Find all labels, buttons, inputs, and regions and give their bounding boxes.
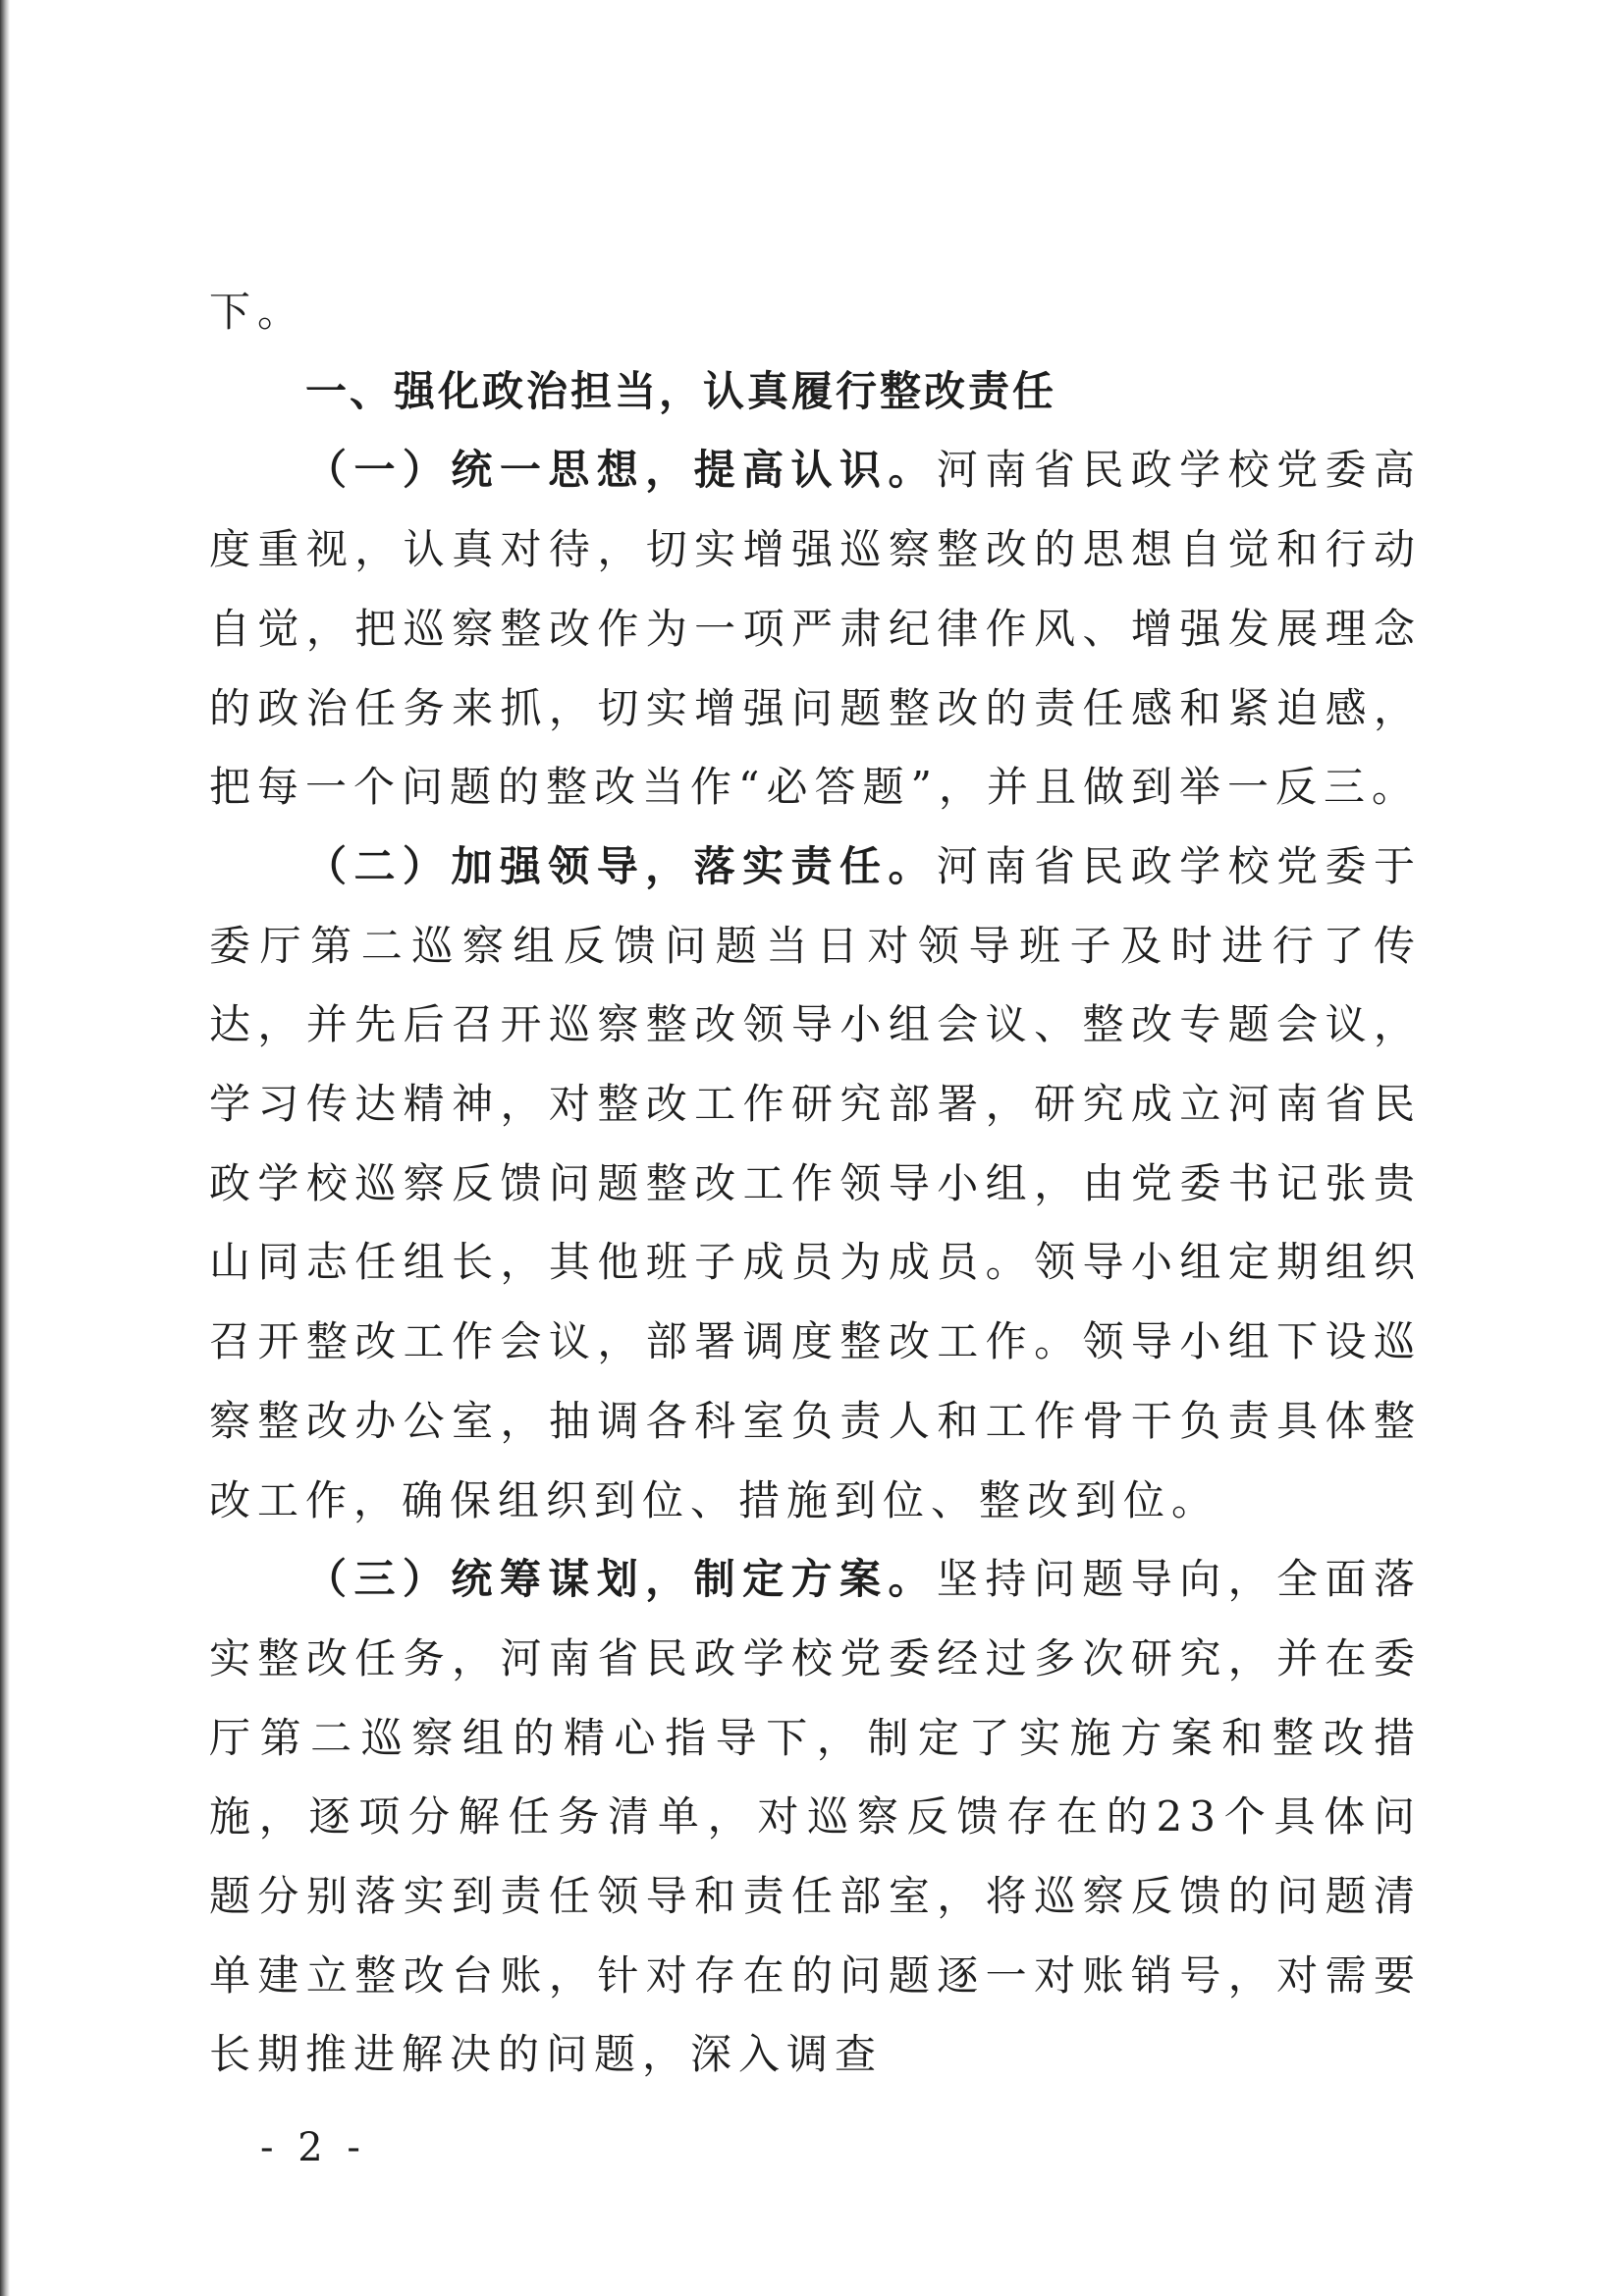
- section-heading: 一、强化政治担当，认真履行整改责任: [305, 366, 1057, 415]
- paragraph-2: [209, 828, 1422, 1540]
- page-number: - 2 -: [260, 2125, 366, 2170]
- paragraph-3-body: 坚持问题导向，全面落实整改任务，河南省民政学校党委经过多次研究，并在委厅第二巡察组的精心指导下，制定了实施方案和整改措施，逐项分解任务清单，对巡察反馈存在的23个具体问题分别落实到责任领导和责任部室，将巡察反馈的问题清单建立整改台账，针对存在的问题逐一对账销号，对需要长期推进解决的问题，深入调查: [209, 1555, 1422, 2079]
- paragraph-2-body: 河南省民政学校党委于委厅第二巡察组反馈问题当日对领导班子及时进行了传达，并先后召开巡察整改领导小组会议、整改专题会议，学习传达精神，对整改工作研究部署，研究成立河南省民政学校巡察反馈问题整改工作领导小组，由党委书记张贵山同志任组长，其他班子成员为成员。领导小组定期组织召开整改工作会议，部署调度整改工作。领导小组下设巡察整改办公室，抽调各科室负责人和工作骨干负责具体整改工作，确保组织到位、措施到位、整改到位。: [209, 841, 1422, 1524]
- paragraph-2-heading: （二）加强领导，落实责任。: [305, 841, 937, 890]
- paragraph-1: [209, 431, 1422, 828]
- continuation-line: 下。: [209, 288, 306, 336]
- scan-edge-shadow: [0, 0, 10, 2296]
- paragraph-1-heading: （一）统一思想，提高认识。: [305, 446, 937, 495]
- paragraph-3: [209, 1540, 1422, 2095]
- document-body: [209, 273, 1422, 2095]
- paragraph-3-heading: （三）统筹谋划，制定方案。: [305, 1555, 937, 1604]
- paragraph-1-body: 河南省民政学校党委高度重视，认真对待，切实增强巡察整改的思想自觉和行动自觉，把巡察整改作为一项严肃纪律作风、增强发展理念的政治任务来抓，切实增强问题整改的责任感和紧迫感，把每一个问题的整改当作“必答题”，并且做到举一反三。: [209, 446, 1422, 812]
